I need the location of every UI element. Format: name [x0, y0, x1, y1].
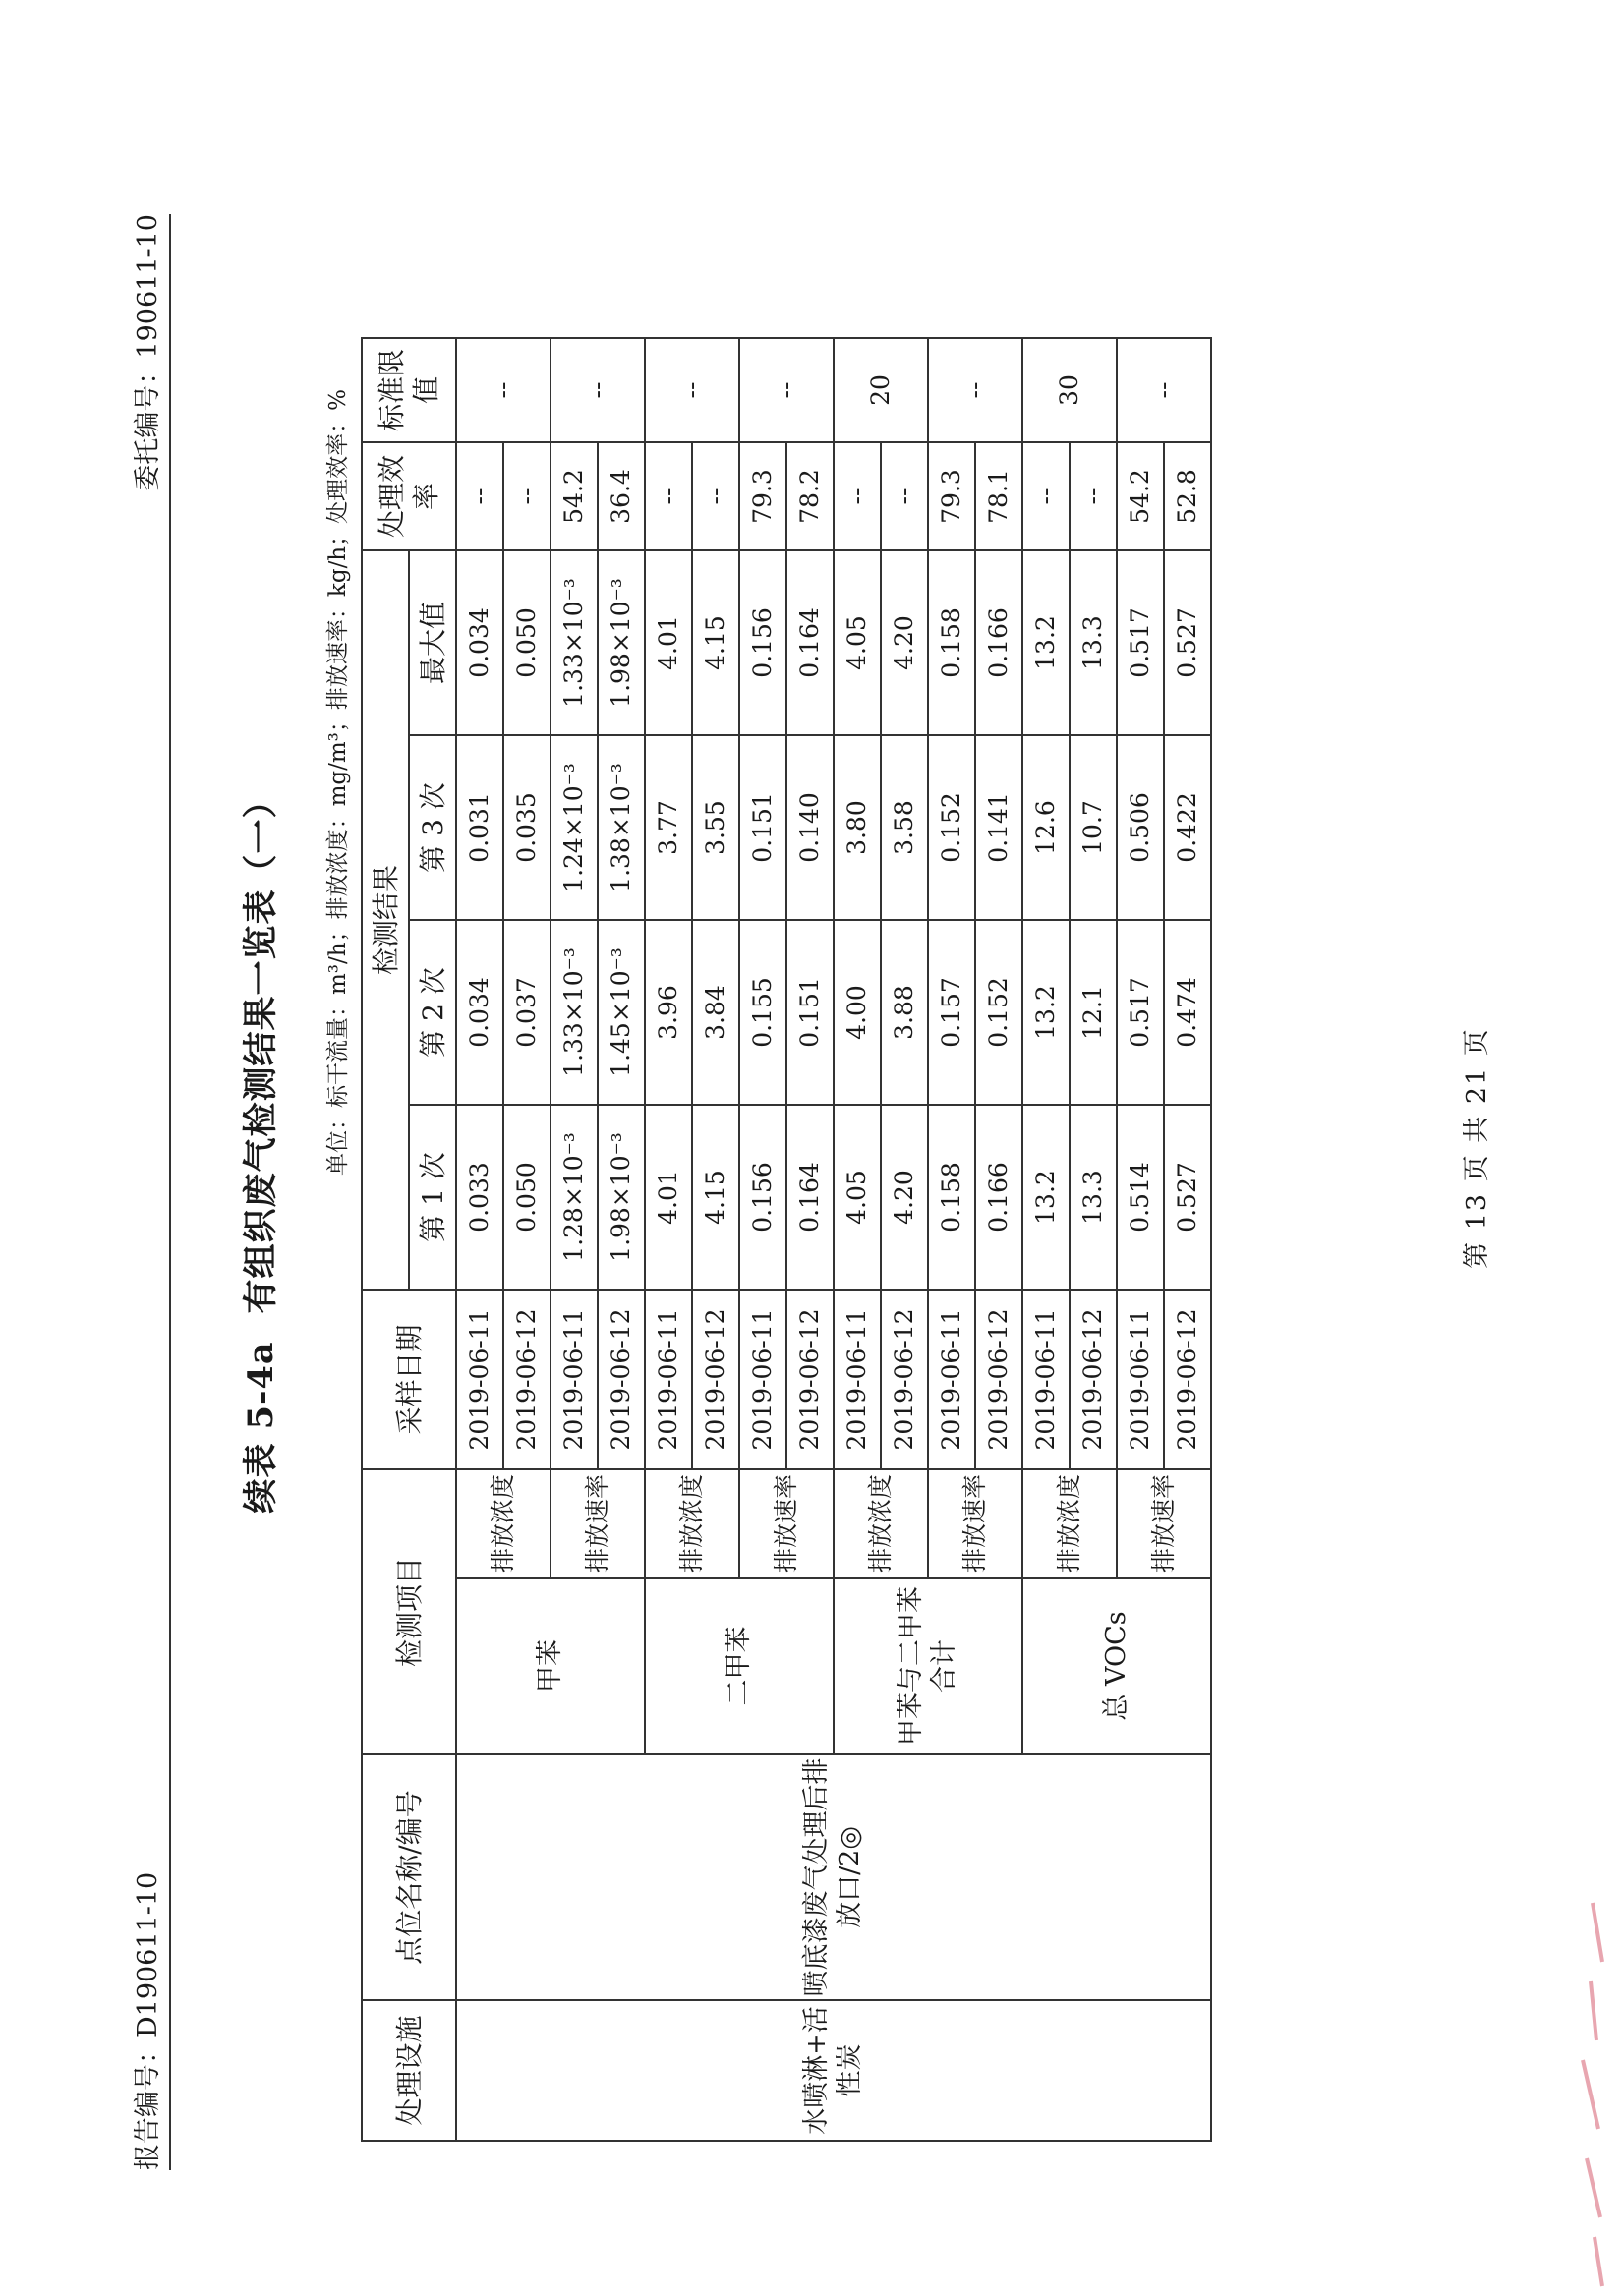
r3-cell: 0.031 — [456, 735, 503, 920]
date-cell: 2019-06-12 — [975, 1290, 1022, 1469]
efficiency-cell: -- — [456, 442, 503, 550]
date-cell: 2019-06-11 — [834, 1290, 881, 1469]
limit-cell: -- — [928, 338, 1022, 442]
r2-cell: 3.88 — [881, 920, 928, 1105]
r3-cell: 0.422 — [1164, 735, 1211, 920]
r3-cell: 3.80 — [834, 735, 881, 920]
r3-cell: 0.141 — [975, 735, 1022, 920]
col-limit: 标准限值 — [362, 338, 456, 442]
table-row — [456, 338, 503, 2141]
efficiency-cell: -- — [834, 442, 881, 550]
r3-cell: 12.6 — [1022, 735, 1070, 920]
r3-cell: 0.151 — [739, 735, 786, 920]
item-cell: 甲苯 — [456, 1578, 645, 1754]
max-cell: 0.527 — [1164, 550, 1211, 735]
r3-cell: 0.506 — [1117, 735, 1164, 920]
r1-cell: 0.156 — [739, 1105, 786, 1290]
max-cell: 0.164 — [786, 550, 834, 735]
efficiency-cell: 79.3 — [739, 442, 786, 550]
max-cell: 0.034 — [456, 550, 503, 735]
r2-cell: 0.152 — [975, 920, 1022, 1105]
r3-cell: 0.152 — [928, 735, 975, 920]
date-cell: 2019-06-12 — [503, 1290, 551, 1469]
col-point: 点位名称/编号 — [362, 1754, 456, 2000]
subitem-cell: 排放速率 — [739, 1469, 834, 1578]
limit-cell: -- — [456, 338, 551, 442]
efficiency-cell: -- — [692, 442, 739, 550]
r1-cell: 4.15 — [692, 1105, 739, 1290]
max-cell: 13.2 — [1022, 550, 1070, 735]
max-cell: 4.15 — [692, 550, 739, 735]
report-number: 报告编号：D190611-10 — [133, 1871, 163, 2170]
limit-cell: 20 — [834, 338, 928, 442]
r2-cell: 0.155 — [739, 920, 786, 1105]
item-cell: 二甲苯 — [645, 1578, 834, 1754]
header-rule — [169, 214, 171, 2170]
date-cell: 2019-06-11 — [551, 1290, 598, 1469]
efficiency-cell: -- — [1070, 442, 1117, 550]
efficiency-cell: -- — [881, 442, 928, 550]
date-cell: 2019-06-11 — [928, 1290, 975, 1469]
limit-cell: -- — [551, 338, 645, 442]
units-note: 单位：标干流量：m³/h；排放浓度：mg/m³；排放速率：kg/h；处理效率：% — [325, 389, 351, 1176]
date-cell: 2019-06-12 — [692, 1290, 739, 1469]
col-date: 采样日期 — [362, 1290, 456, 1469]
efficiency-cell: -- — [1022, 442, 1070, 550]
r1-cell: 0.527 — [1164, 1105, 1211, 1290]
subitem-cell: 排放速率 — [1117, 1469, 1211, 1578]
r1-cell: 4.20 — [881, 1105, 928, 1290]
r2-cell: 0.034 — [456, 920, 503, 1105]
subitem-cell: 排放浓度 — [834, 1469, 928, 1578]
r1-cell: 0.158 — [928, 1105, 975, 1290]
col-r2: 第 2 次 — [409, 920, 456, 1105]
r2-cell: 13.2 — [1022, 920, 1070, 1105]
col-r1: 第 1 次 — [409, 1105, 456, 1290]
date-cell: 2019-06-12 — [1070, 1290, 1117, 1469]
r3-cell: 3.77 — [645, 735, 692, 920]
r3-cell: 10.7 — [1070, 735, 1117, 920]
efficiency-cell: 54.2 — [1117, 442, 1164, 550]
r2-cell: 3.84 — [692, 920, 739, 1105]
max-cell: 1.33×10⁻³ — [551, 550, 598, 735]
limit-cell: -- — [645, 338, 739, 442]
table-title-prefix: 续表 5-4a — [241, 1341, 281, 1514]
r1-cell: 0.050 — [503, 1105, 551, 1290]
r2-cell: 4.00 — [834, 920, 881, 1105]
efficiency-cell: -- — [645, 442, 692, 550]
max-cell: 4.05 — [834, 550, 881, 735]
r2-cell: 0.037 — [503, 920, 551, 1105]
max-cell: 0.158 — [928, 550, 975, 735]
limit-cell: 30 — [1022, 338, 1117, 442]
r1-cell: 1.28×10⁻³ — [551, 1105, 598, 1290]
r2-cell: 1.33×10⁻³ — [551, 920, 598, 1105]
efficiency-cell: 54.2 — [551, 442, 598, 550]
r2-cell: 0.517 — [1117, 920, 1164, 1105]
subitem-cell: 排放浓度 — [1022, 1469, 1117, 1578]
point-cell: 喷底漆废气处理后排放口/2◎ — [456, 1754, 1211, 2000]
r1-cell: 0.166 — [975, 1105, 1022, 1290]
max-cell: 0.156 — [739, 550, 786, 735]
date-cell: 2019-06-11 — [1117, 1290, 1164, 1469]
r2-cell: 0.157 — [928, 920, 975, 1105]
r2-cell: 1.45×10⁻³ — [598, 920, 645, 1105]
r1-cell: 0.164 — [786, 1105, 834, 1290]
red-stamp-edge — [1573, 1883, 1612, 2296]
r2-cell: 3.96 — [645, 920, 692, 1105]
r1-cell: 13.3 — [1070, 1105, 1117, 1290]
r1-cell: 4.01 — [645, 1105, 692, 1290]
date-cell: 2019-06-12 — [598, 1290, 645, 1469]
table-title — [234, 0, 283, 2296]
max-cell: 13.3 — [1070, 550, 1117, 735]
entrust-number: 委托编号：190611-10 — [133, 214, 163, 491]
date-cell: 2019-06-11 — [739, 1290, 786, 1469]
col-item: 检测项目 — [362, 1469, 456, 1754]
item-cell: 总 VOCs — [1022, 1578, 1211, 1754]
page-footer: 第 13 页 共 21 页 — [1462, 1027, 1492, 1269]
r1-cell: 4.05 — [834, 1105, 881, 1290]
max-cell: 0.517 — [1117, 550, 1164, 735]
table-body — [456, 338, 1211, 2141]
date-cell: 2019-06-12 — [786, 1290, 834, 1469]
date-cell: 2019-06-11 — [456, 1290, 503, 1469]
max-cell: 1.98×10⁻³ — [598, 550, 645, 735]
date-cell: 2019-06-12 — [881, 1290, 928, 1469]
subitem-cell: 排放浓度 — [456, 1469, 551, 1578]
efficiency-cell: -- — [503, 442, 551, 550]
r3-cell: 3.58 — [881, 735, 928, 920]
efficiency-cell: 78.1 — [975, 442, 1022, 550]
table-title-name: 有组织废气检测结果一览表（一） — [241, 782, 281, 1314]
max-cell: 4.20 — [881, 550, 928, 735]
limit-cell: -- — [739, 338, 834, 442]
date-cell: 2019-06-11 — [1022, 1290, 1070, 1469]
r3-cell: 3.55 — [692, 735, 739, 920]
col-results: 检测结果 — [362, 550, 409, 1290]
date-cell: 2019-06-12 — [1164, 1290, 1211, 1469]
r3-cell: 1.38×10⁻³ — [598, 735, 645, 920]
limit-cell: -- — [1117, 338, 1211, 442]
efficiency-cell: 78.2 — [786, 442, 834, 550]
r1-cell: 0.514 — [1117, 1105, 1164, 1290]
r2-cell: 0.474 — [1164, 920, 1211, 1105]
r1-cell: 13.2 — [1022, 1105, 1070, 1290]
r3-cell: 0.035 — [503, 735, 551, 920]
r2-cell: 12.1 — [1070, 920, 1117, 1105]
col-facility: 处理设施 — [362, 2000, 456, 2141]
efficiency-cell: 52.8 — [1164, 442, 1211, 550]
col-efficiency: 处理效率 — [362, 442, 456, 550]
r2-cell: 0.151 — [786, 920, 834, 1105]
subitem-cell: 排放速率 — [928, 1469, 1022, 1578]
subitem-cell: 排放速率 — [551, 1469, 645, 1578]
max-cell: 0.166 — [975, 550, 1022, 735]
r1-cell: 1.98×10⁻³ — [598, 1105, 645, 1290]
item-cell: 甲苯与二甲苯合计 — [834, 1578, 1022, 1754]
max-cell: 0.050 — [503, 550, 551, 735]
efficiency-cell: 79.3 — [928, 442, 975, 550]
r1-cell: 0.033 — [456, 1105, 503, 1290]
date-cell: 2019-06-11 — [645, 1290, 692, 1469]
subitem-cell: 排放浓度 — [645, 1469, 739, 1578]
results-table — [361, 337, 1212, 2142]
r3-cell: 1.24×10⁻³ — [551, 735, 598, 920]
facility-cell: 水喷淋+活性炭 — [456, 2000, 1211, 2141]
max-cell: 4.01 — [645, 550, 692, 735]
col-max: 最大值 — [409, 550, 456, 735]
efficiency-cell: 36.4 — [598, 442, 645, 550]
col-r3: 第 3 次 — [409, 735, 456, 920]
r3-cell: 0.140 — [786, 735, 834, 920]
